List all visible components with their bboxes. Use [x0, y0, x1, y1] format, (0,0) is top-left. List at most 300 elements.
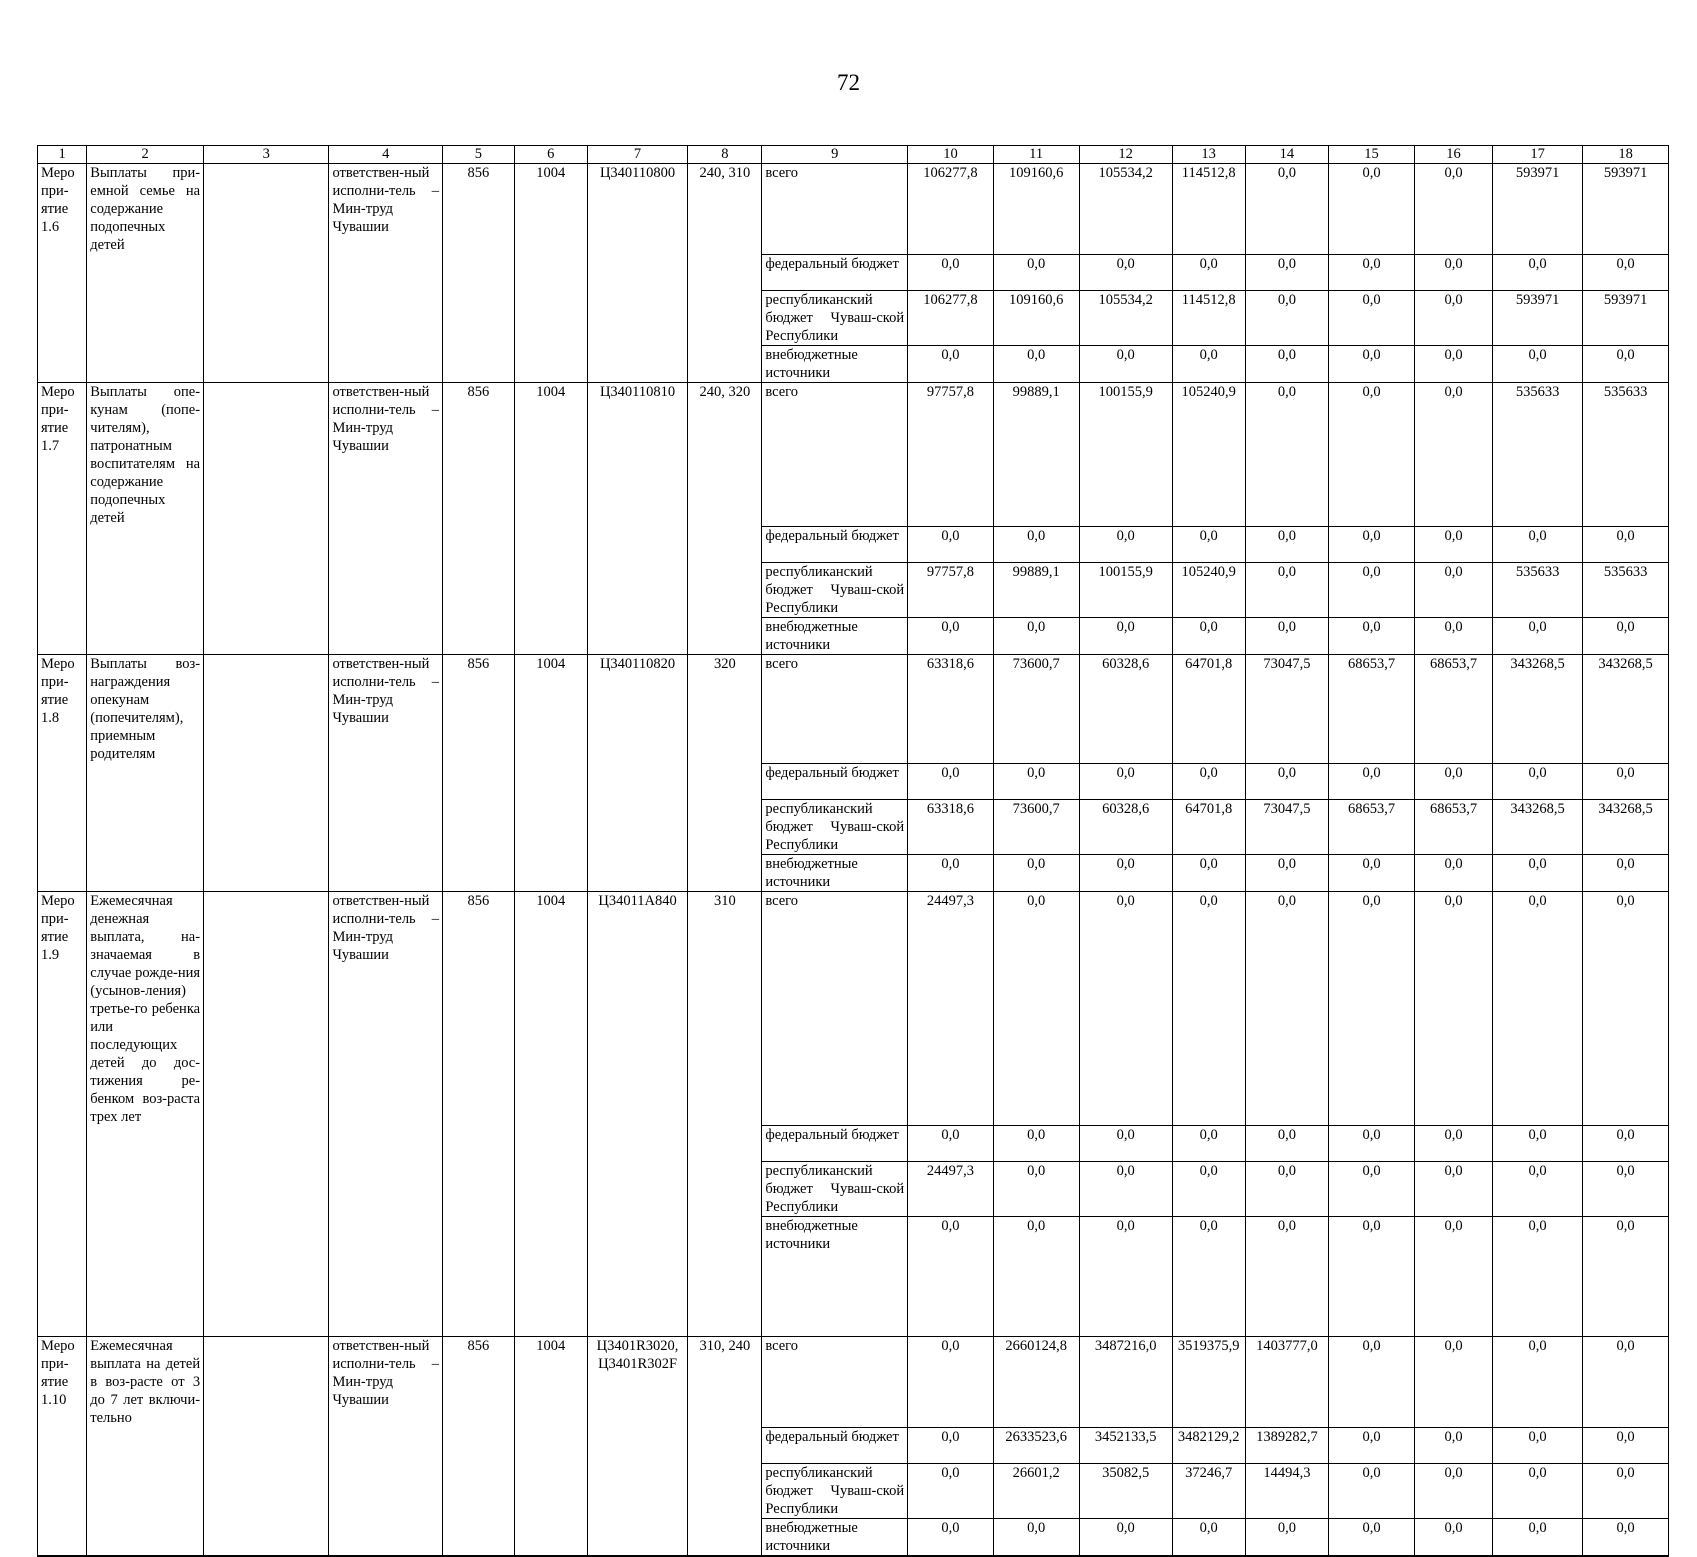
funding-source-cell: внебюджетные источники [762, 1518, 908, 1556]
value-cell: 0,0 [1583, 618, 1669, 655]
value-cell: 24497,3 [908, 891, 994, 1126]
value-cell: 3487216,0 [1079, 1337, 1172, 1428]
executor-cell: ответствен-ный исполни-тель – Мин-труд Чувашии [329, 382, 443, 527]
executor-cell: ответствен-ный исполни-тель – Мин-труд Чувашии [329, 891, 443, 1126]
value-cell: 0,0 [1172, 1217, 1245, 1337]
measure-name-cell: Ежемесячная выплата на детей в воз-расте от 3 до 7 лет включи-тельно [87, 1337, 204, 1428]
value-cell: 0,0 [1172, 891, 1245, 1126]
measure-name-cell [87, 1217, 204, 1337]
value-cell: 0,0 [1414, 1337, 1492, 1428]
value-cell: 99889,1 [993, 563, 1079, 618]
code-cell [443, 290, 515, 345]
value-cell: 0,0 [908, 1518, 994, 1556]
value-cell: 14494,3 [1245, 1463, 1329, 1518]
value-cell: 593971 [1493, 290, 1583, 345]
measure-cell [38, 290, 87, 345]
code-cell [688, 618, 762, 655]
value-cell: 0,0 [1493, 1518, 1583, 1556]
value-cell: 0,0 [1583, 345, 1669, 382]
value-cell: 0,0 [1583, 1162, 1669, 1217]
value-cell: 0,0 [993, 763, 1079, 799]
code-cell: 856 [443, 655, 515, 764]
code-cell: 856 [443, 891, 515, 1126]
value-cell: 0,0 [1079, 1217, 1172, 1337]
code-cell [443, 345, 515, 382]
value-cell: 0,0 [1583, 891, 1669, 1126]
code-cell [688, 799, 762, 854]
code-cell [688, 763, 762, 799]
value-cell: 0,0 [993, 1518, 1079, 1556]
code-cell [443, 563, 515, 618]
code-cell [688, 854, 762, 891]
value-cell: 100155,9 [1079, 563, 1172, 618]
code-cell [514, 527, 587, 563]
measure-name-cell [87, 1427, 204, 1463]
code-cell [443, 854, 515, 891]
value-cell: 0,0 [1079, 763, 1172, 799]
code-cell [587, 1217, 688, 1337]
header-cell: 13 [1172, 146, 1245, 164]
code-cell [443, 1518, 515, 1556]
value-cell: 0,0 [1329, 1162, 1415, 1217]
code-cell [587, 1518, 688, 1556]
measure-name-cell [87, 799, 204, 854]
code-cell: Ц340110800 [587, 164, 688, 255]
value-cell: 0,0 [1079, 854, 1172, 891]
funding-source-cell: всего [762, 891, 908, 1126]
executor-cell [329, 290, 443, 345]
value-cell: 0,0 [1493, 254, 1583, 290]
value-cell: 64701,8 [1172, 655, 1245, 764]
value-cell: 0,0 [908, 527, 994, 563]
value-cell: 0,0 [1493, 1126, 1583, 1162]
header-row [38, 146, 1669, 164]
measure-cell [38, 254, 87, 290]
value-cell: 0,0 [1245, 382, 1329, 527]
value-cell: 60328,6 [1079, 799, 1172, 854]
value-cell: 0,0 [1079, 345, 1172, 382]
executor-cell [329, 563, 443, 618]
value-cell: 0,0 [908, 1427, 994, 1463]
measure-name-cell [87, 254, 204, 290]
code-cell [587, 563, 688, 618]
executor-cell [329, 345, 443, 382]
value-cell: 0,0 [1079, 891, 1172, 1126]
measure-cell [38, 1217, 87, 1337]
value-cell: 0,0 [908, 1217, 994, 1337]
funding-source-cell: внебюджетные источники [762, 618, 908, 655]
table-row [38, 1463, 1669, 1518]
value-cell: 0,0 [1329, 1427, 1415, 1463]
value-cell: 0,0 [1583, 1427, 1669, 1463]
code-cell [514, 854, 587, 891]
page-number: 72 [837, 70, 860, 95]
value-cell: 0,0 [1329, 254, 1415, 290]
value-cell: 0,0 [1172, 618, 1245, 655]
code-cell: 310 [688, 891, 762, 1126]
value-cell: 0,0 [1583, 854, 1669, 891]
value-cell: 535633 [1583, 563, 1669, 618]
value-cell: 0,0 [1245, 290, 1329, 345]
executor-cell [329, 1126, 443, 1162]
header-cell: 8 [688, 146, 762, 164]
value-cell: 0,0 [1329, 1126, 1415, 1162]
value-cell: 535633 [1493, 382, 1583, 527]
table-row [38, 254, 1669, 290]
measure-cell [38, 763, 87, 799]
value-cell: 0,0 [1172, 1162, 1245, 1217]
value-cell: 0,0 [1493, 1463, 1583, 1518]
value-cell: 99889,1 [993, 382, 1079, 527]
table-row [38, 164, 1669, 255]
measure-name-cell [87, 618, 204, 655]
value-cell: 0,0 [1414, 527, 1492, 563]
value-cell: 68653,7 [1414, 799, 1492, 854]
value-cell: 0,0 [1245, 254, 1329, 290]
value-cell: 0,0 [993, 1126, 1079, 1162]
value-cell: 63318,6 [908, 799, 994, 854]
code-cell: 856 [443, 1337, 515, 1428]
value-cell: 68653,7 [1329, 655, 1415, 764]
measure-name-cell: Выплаты опе-кунам (попе-чителям), патронатным воспитателям на содержание подопечных детей [87, 382, 204, 527]
code-cell: 310, 240 [688, 1337, 762, 1428]
empty-cell [204, 891, 329, 1126]
value-cell: 0,0 [1079, 1162, 1172, 1217]
code-cell: 856 [443, 164, 515, 255]
value-cell: 343268,5 [1493, 655, 1583, 764]
code-cell [443, 1427, 515, 1463]
code-cell [587, 1162, 688, 1217]
value-cell: 593971 [1583, 164, 1669, 255]
value-cell: 0,0 [993, 1162, 1079, 1217]
executor-cell: ответствен-ный исполни-тель – Мин-труд Чувашии [329, 164, 443, 255]
code-cell [688, 345, 762, 382]
value-cell: 0,0 [1245, 763, 1329, 799]
header-cell: 14 [1245, 146, 1329, 164]
value-cell: 0,0 [1329, 891, 1415, 1126]
code-cell: Ц34011А840 [587, 891, 688, 1126]
funding-source-cell: республиканский бюджет Чуваш-ской Республики [762, 1162, 908, 1217]
value-cell: 0,0 [908, 345, 994, 382]
code-cell [443, 527, 515, 563]
measure-cell [38, 563, 87, 618]
empty-cell [204, 1162, 329, 1217]
empty-cell [204, 618, 329, 655]
value-cell: 0,0 [1329, 1217, 1415, 1337]
value-cell: 97757,8 [908, 382, 994, 527]
funding-source-cell: федеральный бюджет [762, 254, 908, 290]
value-cell: 0,0 [1329, 527, 1415, 563]
code-cell [514, 1162, 587, 1217]
value-cell: 0,0 [1245, 1126, 1329, 1162]
table-row [38, 527, 1669, 563]
funding-source-cell: федеральный бюджет [762, 527, 908, 563]
measure-name-cell [87, 527, 204, 563]
value-cell: 343268,5 [1583, 799, 1669, 854]
value-cell: 0,0 [1583, 1126, 1669, 1162]
measure-name-cell [87, 1162, 204, 1217]
value-cell: 3452133,5 [1079, 1427, 1172, 1463]
code-cell [688, 290, 762, 345]
code-cell: 240, 320 [688, 382, 762, 527]
empty-cell [204, 1427, 329, 1463]
table-row [38, 1337, 1669, 1428]
code-cell [514, 290, 587, 345]
value-cell: 0,0 [1414, 345, 1492, 382]
value-cell: 0,0 [1172, 1126, 1245, 1162]
measure-cell [38, 1427, 87, 1463]
measure-name-cell [87, 563, 204, 618]
value-cell: 109160,6 [993, 164, 1079, 255]
funding-source-cell: республиканский бюджет Чуваш-ской Республики [762, 1463, 908, 1518]
empty-cell [204, 763, 329, 799]
value-cell: 73600,7 [993, 799, 1079, 854]
value-cell: 63318,6 [908, 655, 994, 764]
table-row [38, 655, 1669, 764]
code-cell [514, 1217, 587, 1337]
funding-source-cell: всего [762, 382, 908, 527]
value-cell: 109160,6 [993, 290, 1079, 345]
value-cell: 0,0 [908, 618, 994, 655]
header-cell: 11 [993, 146, 1079, 164]
value-cell: 68653,7 [1414, 655, 1492, 764]
value-cell: 0,0 [1245, 527, 1329, 563]
measure-name-cell [87, 763, 204, 799]
empty-cell [204, 254, 329, 290]
executor-cell [329, 1427, 443, 1463]
executor-cell [329, 763, 443, 799]
code-cell [514, 618, 587, 655]
header-cell: 6 [514, 146, 587, 164]
code-cell [443, 799, 515, 854]
empty-cell [204, 527, 329, 563]
value-cell: 0,0 [1414, 1162, 1492, 1217]
value-cell: 0,0 [1493, 1427, 1583, 1463]
value-cell: 114512,8 [1172, 164, 1245, 255]
value-cell: 35082,5 [1079, 1463, 1172, 1518]
code-cell [443, 1162, 515, 1217]
measure-name-cell: Выплаты при-емной семье на содержание подопечных детей [87, 164, 204, 255]
value-cell: 343268,5 [1493, 799, 1583, 854]
code-cell [443, 1463, 515, 1518]
executor-cell: ответствен-ный исполни-тель – Мин-труд Чувашии [329, 1337, 443, 1428]
table-row [38, 382, 1669, 527]
value-cell: 60328,6 [1079, 655, 1172, 764]
measure-name-cell: Ежемесячная денежная выплата, на-значаемая в случае рожде-ния (усынов-ления) третье-го ребенка или последующих детей до дос-тижения ре-бенком воз-раста трех лет [87, 891, 204, 1126]
value-cell: 1403777,0 [1245, 1337, 1329, 1428]
code-cell [443, 618, 515, 655]
measure-cell [38, 1162, 87, 1217]
value-cell: 37246,7 [1172, 1463, 1245, 1518]
empty-cell [204, 382, 329, 527]
value-cell: 0,0 [1172, 854, 1245, 891]
code-cell [587, 527, 688, 563]
value-cell: 0,0 [1414, 618, 1492, 655]
value-cell: 535633 [1583, 382, 1669, 527]
value-cell: 0,0 [1329, 382, 1415, 527]
budget-table [37, 145, 1669, 1557]
measure-cell [38, 1463, 87, 1518]
value-cell: 0,0 [993, 527, 1079, 563]
value-cell: 0,0 [1414, 891, 1492, 1126]
header-cell: 2 [87, 146, 204, 164]
value-cell: 0,0 [993, 254, 1079, 290]
value-cell: 0,0 [1414, 1463, 1492, 1518]
code-cell: 1004 [514, 1337, 587, 1428]
header-cell: 17 [1493, 146, 1583, 164]
executor-cell [329, 1463, 443, 1518]
executor-cell [329, 854, 443, 891]
code-cell [688, 1217, 762, 1337]
code-cell: 1004 [514, 655, 587, 764]
value-cell: 0,0 [993, 1217, 1079, 1337]
code-cell [688, 1427, 762, 1463]
empty-cell [204, 290, 329, 345]
code-cell: 1004 [514, 891, 587, 1126]
code-cell [443, 254, 515, 290]
value-cell: 0,0 [993, 345, 1079, 382]
value-cell: 0,0 [1079, 1126, 1172, 1162]
measure-name-cell [87, 345, 204, 382]
executor-cell [329, 254, 443, 290]
value-cell: 73047,5 [1245, 655, 1329, 764]
header-cell: 7 [587, 146, 688, 164]
funding-source-cell: внебюджетные источники [762, 854, 908, 891]
value-cell: 3482129,2 [1172, 1427, 1245, 1463]
code-cell [587, 854, 688, 891]
code-cell: Ц340110810 [587, 382, 688, 527]
value-cell: 0,0 [1172, 763, 1245, 799]
executor-cell [329, 618, 443, 655]
value-cell: 100155,9 [1079, 382, 1172, 527]
measure-cell [38, 618, 87, 655]
value-cell: 0,0 [1414, 164, 1492, 255]
measure-cell [38, 1126, 87, 1162]
code-cell [514, 1518, 587, 1556]
table-row [38, 618, 1669, 655]
table-row [38, 1217, 1669, 1337]
value-cell: 114512,8 [1172, 290, 1245, 345]
value-cell: 0,0 [1414, 382, 1492, 527]
value-cell: 0,0 [1329, 1518, 1415, 1556]
table-row [38, 1162, 1669, 1217]
header-cell: 16 [1414, 146, 1492, 164]
value-cell: 0,0 [1414, 1427, 1492, 1463]
code-cell [443, 763, 515, 799]
value-cell: 0,0 [1172, 527, 1245, 563]
code-cell: Ц340110820 [587, 655, 688, 764]
value-cell: 105534,2 [1079, 290, 1172, 345]
value-cell: 0,0 [1583, 763, 1669, 799]
empty-cell [204, 1518, 329, 1556]
empty-cell [204, 799, 329, 854]
value-cell: 0,0 [908, 854, 994, 891]
value-cell: 343268,5 [1583, 655, 1669, 764]
value-cell: 0,0 [1583, 1518, 1669, 1556]
code-cell [514, 763, 587, 799]
value-cell: 0,0 [908, 1126, 994, 1162]
executor-cell [329, 1518, 443, 1556]
value-cell: 105534,2 [1079, 164, 1172, 255]
value-cell: 106277,8 [908, 164, 994, 255]
measure-cell [38, 799, 87, 854]
value-cell: 0,0 [1329, 1337, 1415, 1428]
header-cell: 9 [762, 146, 908, 164]
code-cell [587, 799, 688, 854]
header-cell: 15 [1329, 146, 1415, 164]
code-cell: 1004 [514, 164, 587, 255]
header-cell: 5 [443, 146, 515, 164]
value-cell: 0,0 [1414, 1518, 1492, 1556]
header-cell: 12 [1079, 146, 1172, 164]
value-cell: 0,0 [1414, 854, 1492, 891]
header-cell: 1 [38, 146, 87, 164]
value-cell: 0,0 [1245, 1217, 1329, 1337]
value-cell: 0,0 [1329, 1463, 1415, 1518]
value-cell: 0,0 [993, 618, 1079, 655]
measure-name-cell [87, 854, 204, 891]
value-cell: 0,0 [1493, 618, 1583, 655]
empty-cell [204, 1337, 329, 1428]
funding-source-cell: всего [762, 1337, 908, 1428]
value-cell: 106277,8 [908, 290, 994, 345]
measure-cell [38, 345, 87, 382]
value-cell: 0,0 [1493, 763, 1583, 799]
value-cell: 26601,2 [993, 1463, 1079, 1518]
value-cell: 0,0 [1583, 527, 1669, 563]
measure-name-cell [87, 290, 204, 345]
value-cell: 0,0 [1245, 1518, 1329, 1556]
value-cell: 0,0 [1493, 527, 1583, 563]
value-cell: 0,0 [1079, 618, 1172, 655]
measure-cell: Меро при-ятие 1.6 [38, 164, 87, 255]
value-cell: 0,0 [1079, 254, 1172, 290]
code-cell: Ц3401R3020, Ц3401R302F [587, 1337, 688, 1428]
value-cell: 0,0 [1329, 290, 1415, 345]
funding-source-cell: республиканский бюджет Чуваш-ской Республики [762, 563, 908, 618]
code-cell [688, 527, 762, 563]
code-cell: 1004 [514, 382, 587, 527]
code-cell [587, 1463, 688, 1518]
value-cell: 0,0 [1493, 345, 1583, 382]
value-cell: 73047,5 [1245, 799, 1329, 854]
funding-source-cell: всего [762, 164, 908, 255]
value-cell: 0,0 [1079, 527, 1172, 563]
value-cell: 0,0 [1414, 254, 1492, 290]
value-cell: 535633 [1493, 563, 1583, 618]
header-cell: 4 [329, 146, 443, 164]
value-cell: 0,0 [908, 1463, 994, 1518]
value-cell: 0,0 [1414, 763, 1492, 799]
value-cell: 2633523,6 [993, 1427, 1079, 1463]
value-cell: 0,0 [1329, 563, 1415, 618]
value-cell: 0,0 [1583, 254, 1669, 290]
value-cell: 105240,9 [1172, 563, 1245, 618]
value-cell: 0,0 [1245, 164, 1329, 255]
value-cell: 97757,8 [908, 563, 994, 618]
funding-source-cell: внебюджетные источники [762, 345, 908, 382]
value-cell: 0,0 [1079, 1518, 1172, 1556]
measure-cell [38, 527, 87, 563]
value-cell: 0,0 [1493, 1217, 1583, 1337]
code-cell [688, 1126, 762, 1162]
header-cell: 3 [204, 146, 329, 164]
value-cell: 0,0 [1245, 1162, 1329, 1217]
value-cell: 0,0 [1414, 290, 1492, 345]
funding-source-cell: всего [762, 655, 908, 764]
code-cell [688, 563, 762, 618]
executor-cell [329, 527, 443, 563]
